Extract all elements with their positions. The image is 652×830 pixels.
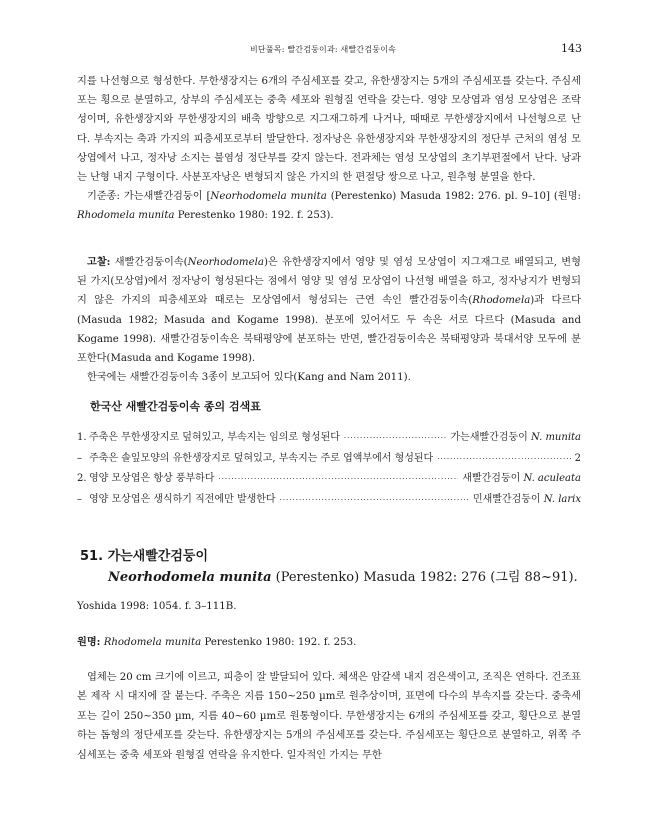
type-text-b: (Perestenko) Masuda 1982: 276. pl. 9–10] (원명: [326,191,581,203]
species-authority: (Perestenko) Masuda 1982: 276 (그림 88~91). [271,570,578,585]
key-lead: 1. [77,432,87,443]
key-leader-dots [218,470,458,490]
page-number: 143 [561,42,582,55]
key-result [473,490,581,510]
key-text: 주축은 솔잎모양의 유한생장지로 덮혀있고, 부속지는 주로 엽액부에서 형성된다 [89,452,434,464]
type-text-a: 가는새빨간검둥이 [ [123,191,211,203]
key-text: 주축은 무한생장지로 덮혀있고, 부속지는 임의로 형성된다 [89,432,340,443]
key-leader-dots [344,429,447,449]
key-leader-dots [280,491,469,511]
species-scientific-line [108,566,578,585]
key-result-sp: N. aculeata [523,473,581,485]
key-result-ko: 민새빨간검둥이 [472,493,544,505]
key-result-ko: 가는새빨간검둥이 [450,432,531,443]
key-result [462,469,581,489]
species-sci-name: Neorhodomela munita [108,570,272,585]
basionym-name: Rhodomela munita [103,637,202,648]
remarks-section [77,253,581,387]
key-result-sp: N. larix [543,493,581,505]
basionym-label: 원명: [77,636,101,648]
remarks-paragraph [77,253,581,368]
key-result [451,428,581,448]
species-heading [80,545,208,564]
key-text: 영양 모상엽은 항상 풍부하다 [89,473,215,485]
intro-paragraph: 지를 나선형으로 형성한다. 무한생장지는 6개의 주심세포를 갖고, 유한생장지는 5개의 주심세포를 갖는다. 주심세포는 횡으로 분열하고, 상부의 주심세포는 중축 세포와 원형질 연락을 갖는다. 영양 모상엽과 염성 모상엽은 조락성이며, 유한생장지와 무한생장지의 배축 방향으로 지그재그하게 나거나, 때때로 무한생장지에서 나선형으로 난다. 부속지는 축과 가지의 피층세포로부터 발달한다. 정자낭은 유한생장지와 무한생장지의 정단부 근처의 염성 모상엽에서 나고, 정자낭 소지는 불염성 정단부를 갖지 않는다. 전과체는 염성 모상엽의 초기부편절에서 난다. 낭과는 난형 내지 구형이다. 사분포자낭은 변형되지 않은 가지의 한 편절당 쌍으로 나고, 원추형 분열을 한다. [77,76,581,184]
korea-paragraph: 한국에는 새빨간검둥이속 3종이 보고되어 있다(Kang and Nam 2011). [87,372,411,384]
key-row-3 [77,469,581,490]
species-description: 엽체는 20 cm 크기에 이르고, 피층이 잘 발달되어 있다. 체색은 암갈색 내지 검은색이고, 조직은 연하다. 건조표본 제작 시 대지에 잘 붙는다. 주축은 지름 150~250 µm로 원추상이며, 표면에 다수의 부속지를 갖는다. 중축세포는 길이 250~350 µm, 지름 40~60 µm로 원통형이다. 무한생장지는 6개의 주심세포를 갖고, 횡단으로 분열하는 돔형의 정단세포를 갖는다. 유한생장지는 5개의 주심세포를 갖는다. 주심세포는 횡단으로 분열하고, 위쪽 주심세포는 중축 세포와 원형질 연락을 유지한다. 일자적인 가지는 무한 [77,672,581,761]
type-species-name: Neorhodomela munita [210,191,327,203]
key-row-1 [77,428,581,449]
remarks-genus2: Rhodomela [472,295,531,307]
type-label: 기준종: [87,191,120,203]
species-number: 51. [80,549,104,564]
key-lead: – [77,452,82,464]
key-result [575,449,581,469]
remarks-text-c: )과 다르다 (Masuda 1982; Masuda and Kogame 1998). 분포에 있어서도 두 속은 서로 다르다 (Masuda and Kogame 1998). 새빨간검둥이속은 북태평양에 분포하는 반면, 빨간검둥이속은 북태평양과 북대서양 모두에 분포한다(Masuda and Kogame 1998). [77,295,582,365]
type-text-c: Perestenko 1980: 192. f. 253). [174,210,334,222]
key-row-4 [77,490,581,511]
key-result-sp: N. munita [530,432,581,443]
key-lead: 2. [77,473,87,485]
remarks-label: 고찰: [87,256,111,268]
key-result-sp: 2 [574,452,581,464]
running-head: 비단풀목: 빨간검둥이과: 새빨간검둥이속 [250,45,397,54]
basionym-ref: Perestenko 1980: 192. f. 253. [201,637,357,648]
basionym-line [77,633,581,652]
key-row-2 [77,449,581,470]
identification-key [77,428,581,510]
key-lead: – [77,493,82,505]
species-korean-name: 가는새빨간검둥이 [107,549,209,564]
key-text: 영양 모상엽은 생식하기 직전에만 발생한다 [89,493,276,505]
remarks-genus: Neorhodomela [187,257,264,268]
species-citation: Yoshida 1998: 1054. f. 3–111B. [77,601,237,612]
type-basionym: Rhodomela munita [77,210,175,222]
intro-section [77,72,581,226]
type-species-paragraph [77,187,581,225]
remarks-text-a: 새빨간검둥이속( [110,257,188,268]
key-heading: 한국산 새빨간검둥이속 종의 검색표 [90,400,261,413]
remarks-text-b: )은 유한생장지에서 영양 및 염성 모상엽이 지그재그로 배열되고, 변형된 가지(모상엽)에서 정자낭이 형성된다는 점에서 영양 및 염성 모상엽이 나선형 배열을 하고, 정자낭지가 변형되지 않은 가지의 피층세포와 때로는 모상엽에서 형성되는 근연 속인 빨간검둥이속( [77,257,581,307]
key-result-ko: 새빨간검둥이 [462,473,524,485]
key-leader-dots [437,450,570,470]
